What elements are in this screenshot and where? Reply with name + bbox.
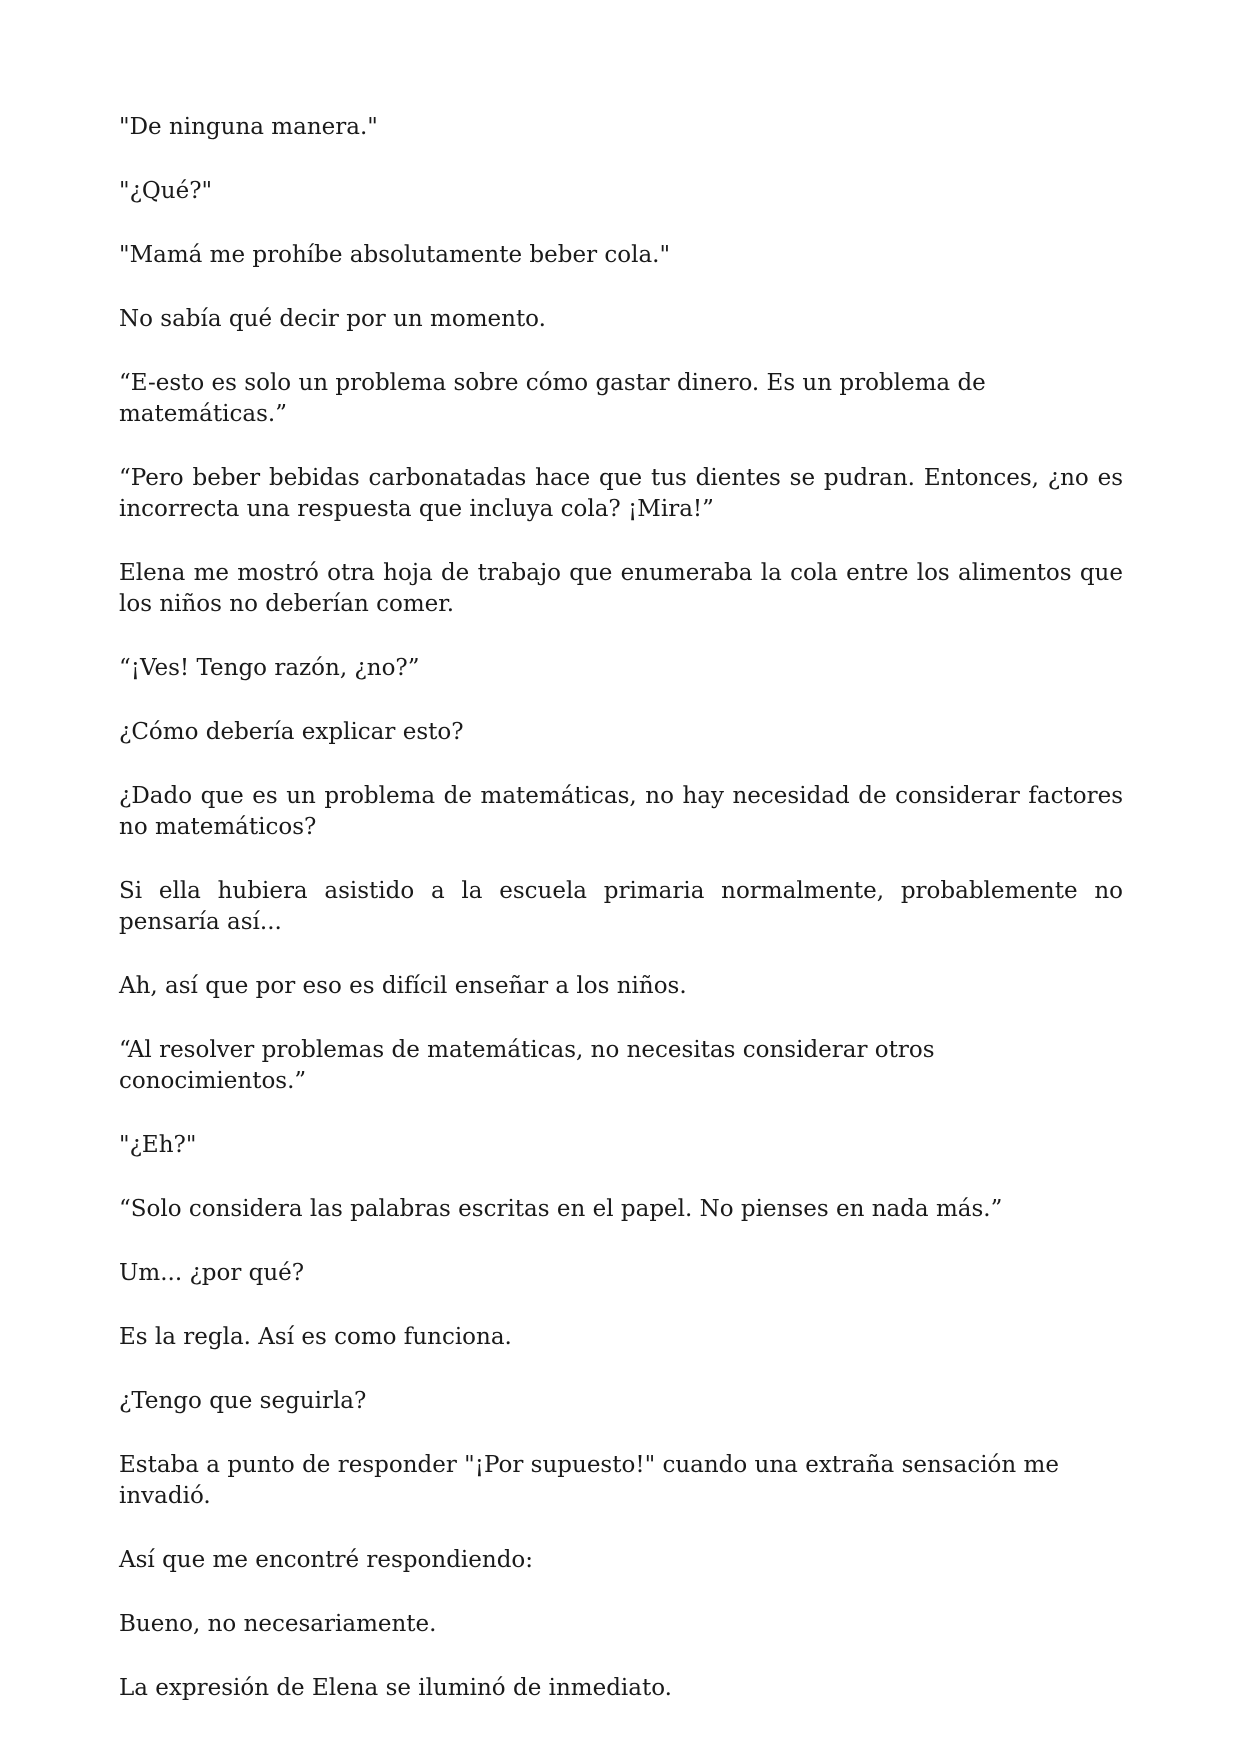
- paragraph: No sabía qué decir por un momento.: [119, 306, 546, 332]
- paragraph: "¿Qué?": [119, 178, 213, 204]
- paragraph: “Al resolver problemas de matemáticas, no necesitas considerar otros conocimientos.”: [119, 1037, 935, 1094]
- paragraph: ¿Tengo que seguirla?: [119, 1388, 367, 1414]
- paragraph: “Solo considera las palabras escritas en el papel. No pienses en nada más.”: [119, 1196, 1003, 1222]
- paragraph: Si ella hubiera asistido a la escuela primaria normalmente, probablemente no pensaría así...: [119, 878, 1123, 935]
- paragraph: “Pero beber bebidas carbonatadas hace que tus dientes se pudran. Entonces, ¿no es incorrecta una respuesta que incluya cola? ¡Mira!”: [119, 465, 1123, 522]
- paragraph: “¡Ves! Tengo razón, ¿no?”: [119, 655, 420, 681]
- paragraph: “E-esto es solo un problema sobre cómo gastar dinero. Es un problema de matemáticas.”: [119, 370, 986, 427]
- paragraph: "De ninguna manera.": [119, 114, 378, 140]
- paragraph: ¿Cómo debería explicar esto?: [119, 719, 464, 745]
- paragraph: Así que me encontré respondiendo:: [119, 1547, 534, 1573]
- paragraph: Estaba a punto de responder "¡Por supuesto!" cuando una extraña sensación me invadió.: [119, 1452, 1059, 1509]
- paragraph: Elena me mostró otra hoja de trabajo que enumeraba la cola entre los alimentos que los niños no deberían comer.: [119, 560, 1123, 617]
- paragraph: "Mamá me prohíbe absolutamente beber cola.": [119, 242, 671, 268]
- paragraph: Ah, así que por eso es difícil enseñar a los niños.: [119, 973, 687, 999]
- paragraph: ¿Dado que es un problema de matemáticas, no hay necesidad de considerar factores no matemáticos?: [119, 783, 1123, 840]
- paragraph: Um... ¿por qué?: [119, 1260, 305, 1286]
- paragraph: "¿Eh?": [119, 1132, 197, 1158]
- document-body: [119, 112, 1123, 1737]
- paragraph: Es la regla. Así es como funciona.: [119, 1324, 512, 1350]
- paragraph: La expresión de Elena se iluminó de inmediato.: [119, 1675, 672, 1701]
- paragraph: Bueno, no necesariamente.: [119, 1611, 437, 1637]
